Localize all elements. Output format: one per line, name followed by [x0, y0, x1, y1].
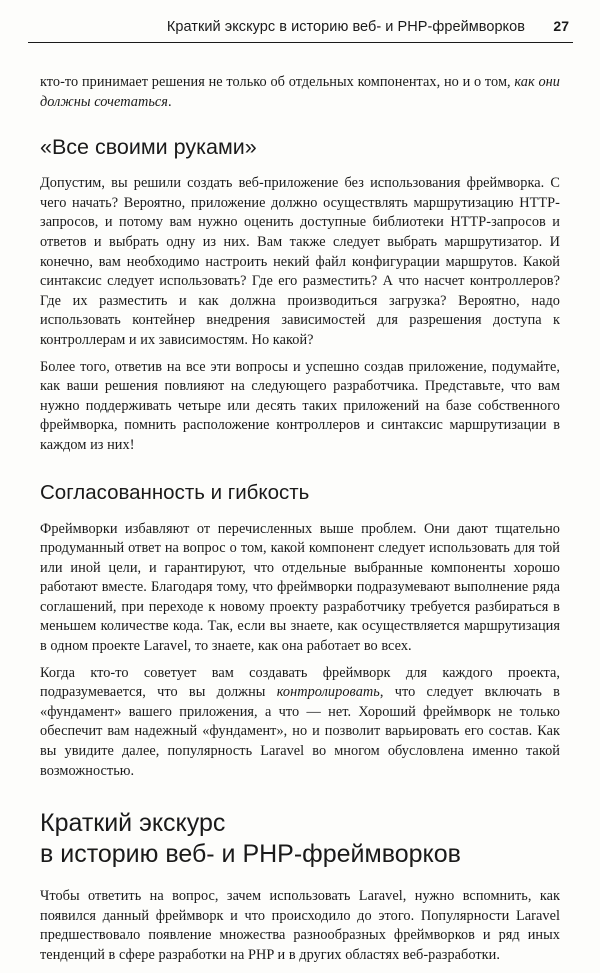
paragraph: Фреймворки избавляют от перечисленных выше проблем. Они дают тщательно продуманный ответ на вопрос о том, какой компонент следует использовать для той или иной цели, и гарантируют, что отдельные выбранные компоненты хорошо работают вместе. Благодаря тому, что фреймворки подразумевают выполнение ряда соглашений, при переходе к новому проекту разработчику требуется разбираться в меньшем количестве кода. Так, если вы знаете, как осуществляется маршрутизация в одном проекте Laravel, то знаете, как она работает во всех. — [40, 520, 560, 655]
emphasis-text: контролировать — [276, 684, 380, 701]
paragraph: Более того, ответив на все эти вопросы и успешно создав приложение, подумайте, как ваши решения повлияют на следующего разработчика. Представьте, что вам нужно поддерживать четыре или десять таких приложений на базе собственного фреймворка, помнить расположение контроллеров и синтаксис маршрутизации в каждом из них! — [40, 358, 560, 453]
running-title: Краткий экскурс в историю веб- и PHP-фреймворков — [166, 19, 525, 35]
section-heading-consistency: Согласованность и гибкость — [40, 480, 310, 504]
section-heading-diy: «Все своими руками» — [40, 135, 257, 160]
heading-line: Краткий экскурс — [40, 809, 226, 838]
paragraph-text: кто-то принимает решения не только об отдельных компонентах, но и о том, — [40, 74, 515, 90]
paragraph-text: , что следует включать в «фундамент» вашего приложения, а что — нет. Хороший фреймворк не только обеспечит вам надежный «фундамент», но и позволит варьировать его состав. Как вы увидите далее, популярность Laravel во многом обусловлена именно такой возможностью. — [40, 684, 560, 779]
paragraph — [40, 664, 560, 782]
paragraph-text: Когда кто-то советует вам создавать фреймворк для каждого проекта, подразумевается, что вы должны — [40, 664, 560, 701]
emphasis-text: как они должны сочетаться — [40, 74, 561, 110]
page-number: 27 — [553, 18, 569, 34]
chapter-section-heading — [40, 808, 560, 870]
paragraph: Чтобы ответить на вопрос, зачем использовать Laravel, нужно вспомнить, как появился данный фреймворк и что происходило до этого. Популярности Laravel предшествовало появление множества разнообразных фреймворков и ряд иных тенденций в сфере разработки на PHP и в других областях веб-разработки. — [40, 888, 560, 963]
page-content — [40, 73, 560, 973]
running-header — [28, 6, 573, 43]
continued-paragraph — [40, 73, 560, 112]
paragraph: Допустим, вы решили создать веб-приложение без использования фреймворка. С чего начать? Вероятно, приложение должно осуществлять маршрутизацию HTTP-запросов, и потому вам нужно оценить доступные библиотеки HTTP-запросов и ответов и выбрать одну из них. Вам также следует выбрать маршрутизатор. И конечно, вам необходимо настроить некий файл конфигурации маршрутов. Какой синтаксис следует использовать? Где его разместить? А что насчет контроллеров? Где их разместить и как должна производиться загрузка? Вероятно, надо использовать контейнер внедрения зависимостей для разрешения доступа к контроллерам и их зависимостям. Но какой? — [40, 175, 560, 348]
paragraph-text: . — [167, 93, 172, 110]
heading-line: в историю веб- и PHP-фреймворков — [40, 840, 461, 869]
